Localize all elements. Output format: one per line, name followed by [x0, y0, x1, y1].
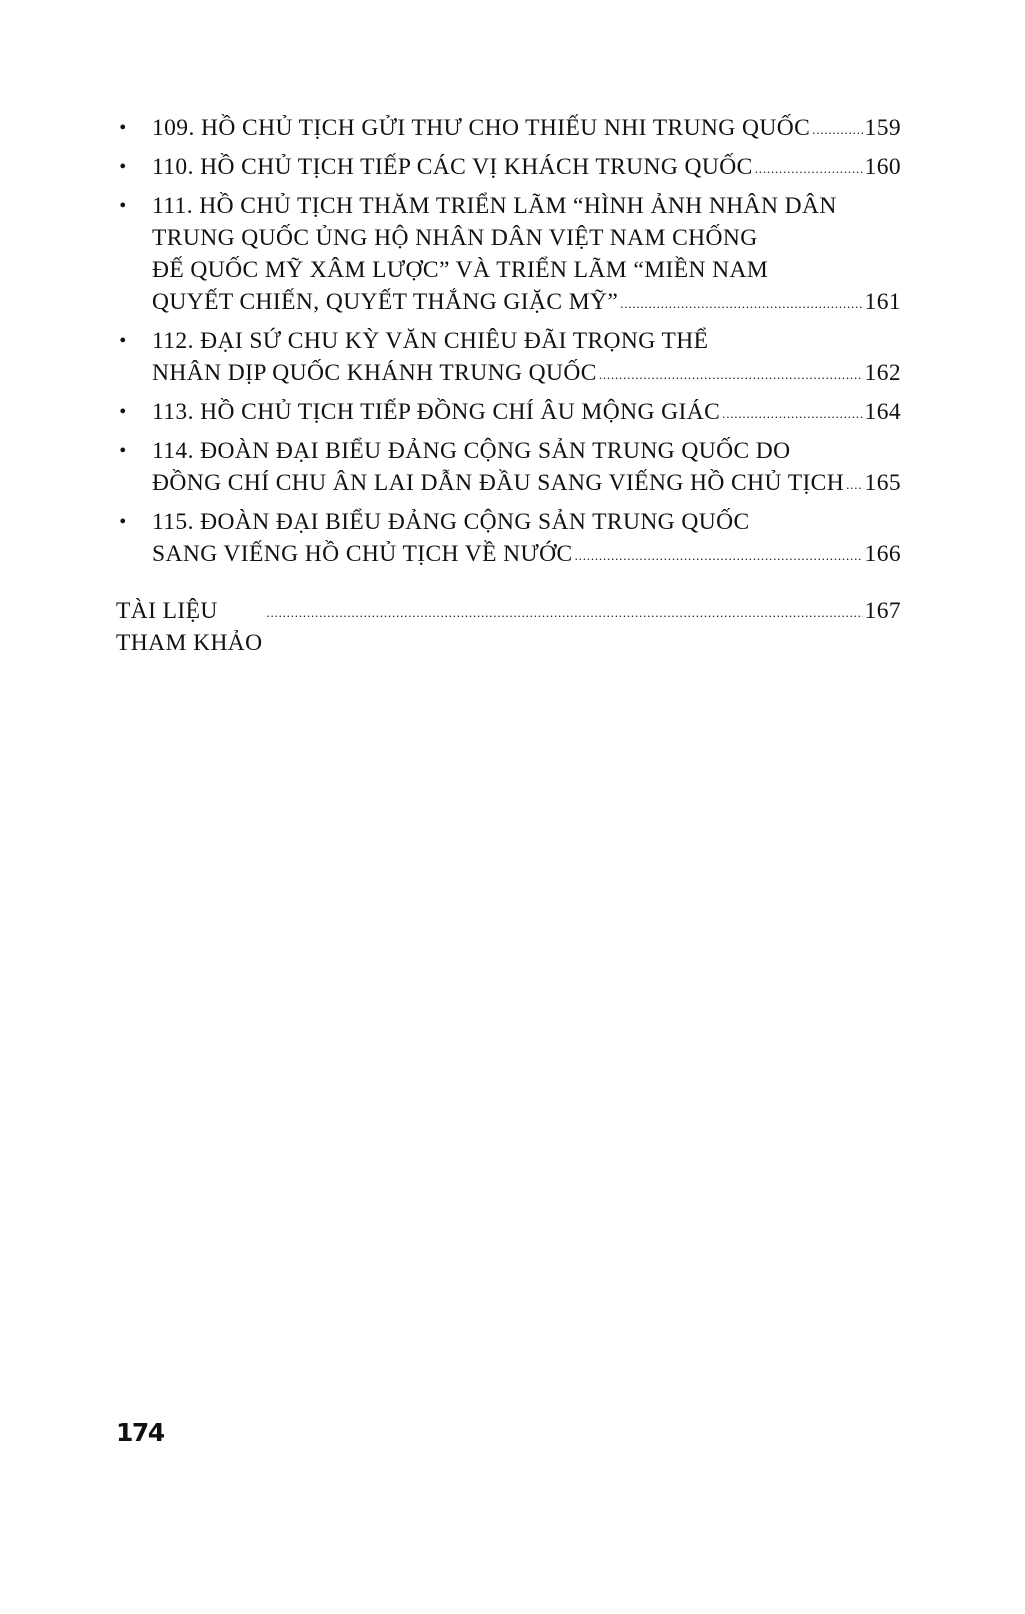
toc-entry-title-continued: ĐẾ QUỐC MỸ XÂM LƯỢC” VÀ TRIỂN LÃM “MIỀN NAM [152, 257, 769, 283]
toc-entry-title: 112. ĐẠI SỨ CHU KỲ VĂN CHIÊU ĐÃI TRỌNG THỂ [152, 328, 709, 354]
bullet-icon: • [119, 401, 127, 423]
bullet-icon: • [119, 156, 127, 178]
toc-page-number: 167 [864, 598, 901, 624]
toc-entry-115[interactable] [116, 506, 901, 573]
page-number: 174 [116, 1418, 164, 1447]
toc-page-number: 164 [864, 399, 901, 425]
dot-leader [812, 114, 862, 146]
toc-page-number: 166 [864, 541, 901, 567]
references-label: TÀI LIỆU THAM KHẢO [116, 598, 263, 656]
toc-entry-title: 113. HỒ CHỦ TỊCH TIẾP ĐỒNG CHÍ ÂU MỘNG GIÁC [152, 399, 721, 425]
toc-entry-title: 114. ĐOÀN ĐẠI BIỂU ĐẢNG CỘNG SẢN TRUNG QUỐC DO [152, 438, 791, 464]
bullet-icon: • [119, 195, 127, 217]
toc-entry-title: 115. ĐOÀN ĐẠI BIỂU ĐẢNG CỘNG SẢN TRUNG QUỐC [152, 509, 750, 535]
toc-entry-title-continued: SANG VIẾNG HỒ CHỦ TỊCH VỀ NƯỚC [152, 541, 573, 567]
toc-page-number: 161 [864, 289, 901, 315]
toc-entry-111[interactable] [116, 190, 901, 321]
toc-entry-112[interactable] [116, 325, 901, 392]
toc-entry-110[interactable] [116, 151, 901, 186]
toc-page-number: 160 [864, 154, 901, 180]
table-of-contents [116, 112, 901, 577]
dot-leader [620, 288, 862, 320]
dot-leader [575, 540, 863, 572]
dot-leader [599, 359, 863, 391]
toc-entry-title: 109. HỒ CHỦ TỊCH GỬI THƯ CHO THIẾU NHI TRUNG QUỐC [152, 115, 811, 141]
toc-entry-title: 111. HỒ CHỦ TỊCH THĂM TRIỂN LÃM “HÌNH ẢNH NHÂN DÂN [152, 193, 837, 219]
toc-entry-title-continued: TRUNG QUỐC ỦNG HỘ NHÂN DÂN VIỆT NAM CHỐNG [152, 225, 758, 251]
bullet-icon: • [119, 330, 127, 352]
toc-entry-114[interactable] [116, 435, 901, 502]
toc-entry-title-continued: NHÂN DỊP QUỐC KHÁNH TRUNG QUỐC [152, 360, 597, 386]
toc-entry-title: 110. HỒ CHỦ TỊCH TIẾP CÁC VỊ KHÁCH TRUNG QUỐC [152, 154, 753, 180]
dot-leader [722, 398, 862, 430]
toc-page-number: 162 [864, 360, 901, 386]
bullet-icon: • [119, 440, 127, 462]
dot-leader [755, 153, 863, 185]
dot-leader [266, 597, 862, 629]
toc-entry-title-continued: QUYẾT CHIẾN, QUYẾT THẮNG GIẶC MỸ” [152, 289, 619, 315]
dot-leader [846, 469, 862, 501]
bullet-icon: • [119, 511, 127, 533]
toc-page-number: 165 [864, 470, 901, 496]
toc-entry-113[interactable] [116, 396, 901, 431]
toc-entry-109[interactable] [116, 112, 901, 147]
toc-entry-title-continued: ĐỒNG CHÍ CHU ÂN LAI DẪN ĐẦU SANG VIẾNG HỒ CHỦ TỊCH [152, 470, 845, 496]
toc-entry-references[interactable] [116, 595, 901, 659]
toc-page-number: 159 [864, 115, 901, 141]
bullet-icon: • [119, 117, 127, 139]
